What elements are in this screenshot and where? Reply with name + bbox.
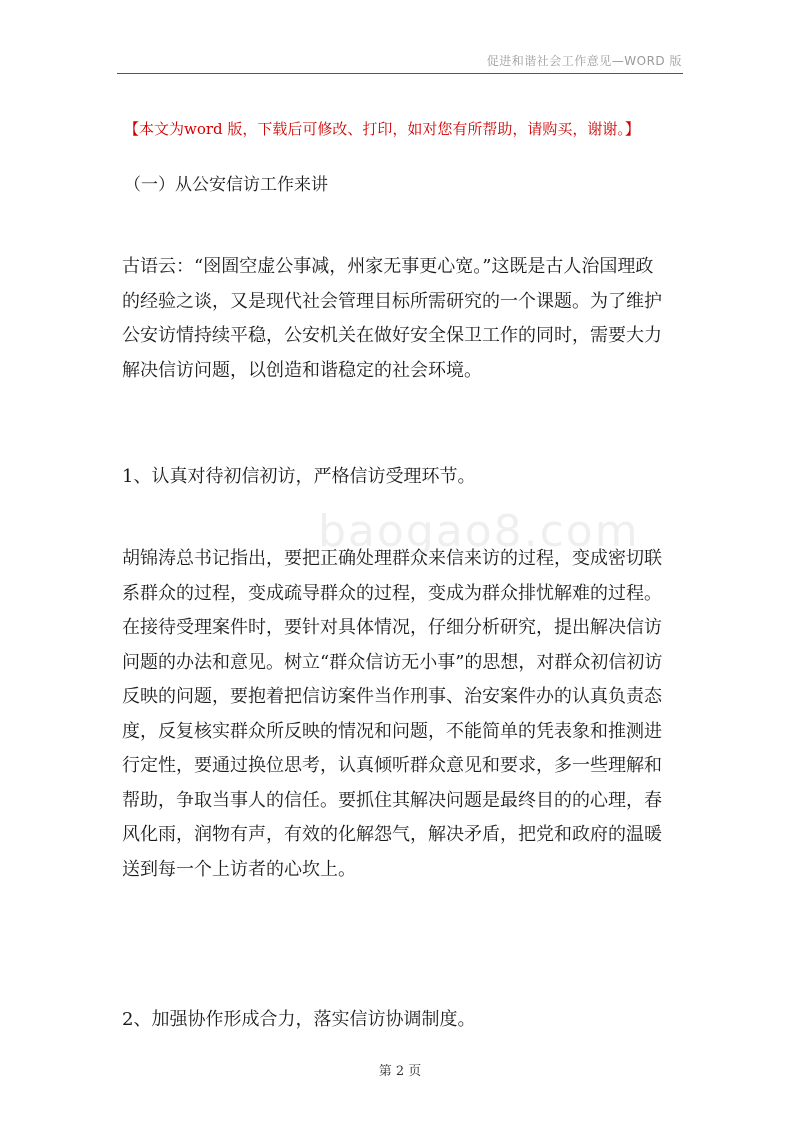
paragraph-line: 风化雨，润物有声，有效的化解怨气，解决矛盾，把党和政府的温暖: [122, 824, 662, 845]
paragraph-line: 反映的问题，要抱着把信访案件当作刑事、治安案件办的认真负责态: [122, 686, 662, 707]
paragraph-line: 公安访情持续平稳，公安机关在做好安全保卫工作的同时，需要大力: [122, 325, 662, 346]
paragraph-line: 度，反复核实群众所反映的情况和问题，不能简单的凭表象和推测进: [122, 720, 662, 742]
page-header-title: 促进和谐社会工作意见—WORD 版: [486, 54, 682, 68]
section-heading: （一）从公安信访工作来讲: [124, 175, 328, 195]
paragraph-line: 帮助，争取当事人的信任。要抓住其解决问题是最终目的的心理，春: [122, 789, 662, 811]
paragraph-line: 送到每一个上访者的心坎上。: [122, 858, 356, 880]
paragraph-line: 古语云：“囹圄空虚公事减，州家无事更心宽。”这既是古人治国理政: [122, 256, 654, 277]
paragraph-line: 行定性，要通过换位思考，认真倾听群众意见和要求，多一些理解和: [122, 755, 662, 776]
paragraph-line: 问题的办法和意见。树立“群众信访无小事”的思想，对群众初信初访: [122, 651, 663, 673]
paragraph-line: 系群众的过程，变成疏导群众的过程，变成为群众排忧解难的过程。: [122, 582, 662, 604]
paragraph-line: 解决信访问题，以创造和谐稳定的社会环境。: [122, 359, 482, 381]
list-item-heading-1: 1、认真对待初信初访，严格信访受理环节。: [122, 466, 476, 487]
list-item-heading-2: 2、加强协作形成合力，落实信访协调制度。: [122, 1009, 476, 1030]
header-divider: [117, 73, 683, 74]
paragraph-line: 的经验之谈，又是现代社会管理目标所需研究的一个课题。为了维护: [122, 290, 662, 312]
paragraph-line: 胡锦涛总书记指出，要把正确处理群众来信来访的过程，变成密切联: [122, 548, 662, 569]
paragraph-body: [122, 542, 682, 887]
watermark: baogao8.com: [318, 506, 640, 557]
page-number: 第 2 页: [378, 1064, 422, 1079]
download-notice: 【本文为word 版，下载后可修改、打印，如对您有所帮助，请购买，谢谢。】: [124, 120, 640, 138]
paragraph-line: 在接待受理案件时，要针对具体情况，仔细分析研究，提出解决信访: [122, 617, 662, 638]
paragraph-intro: [122, 250, 682, 388]
